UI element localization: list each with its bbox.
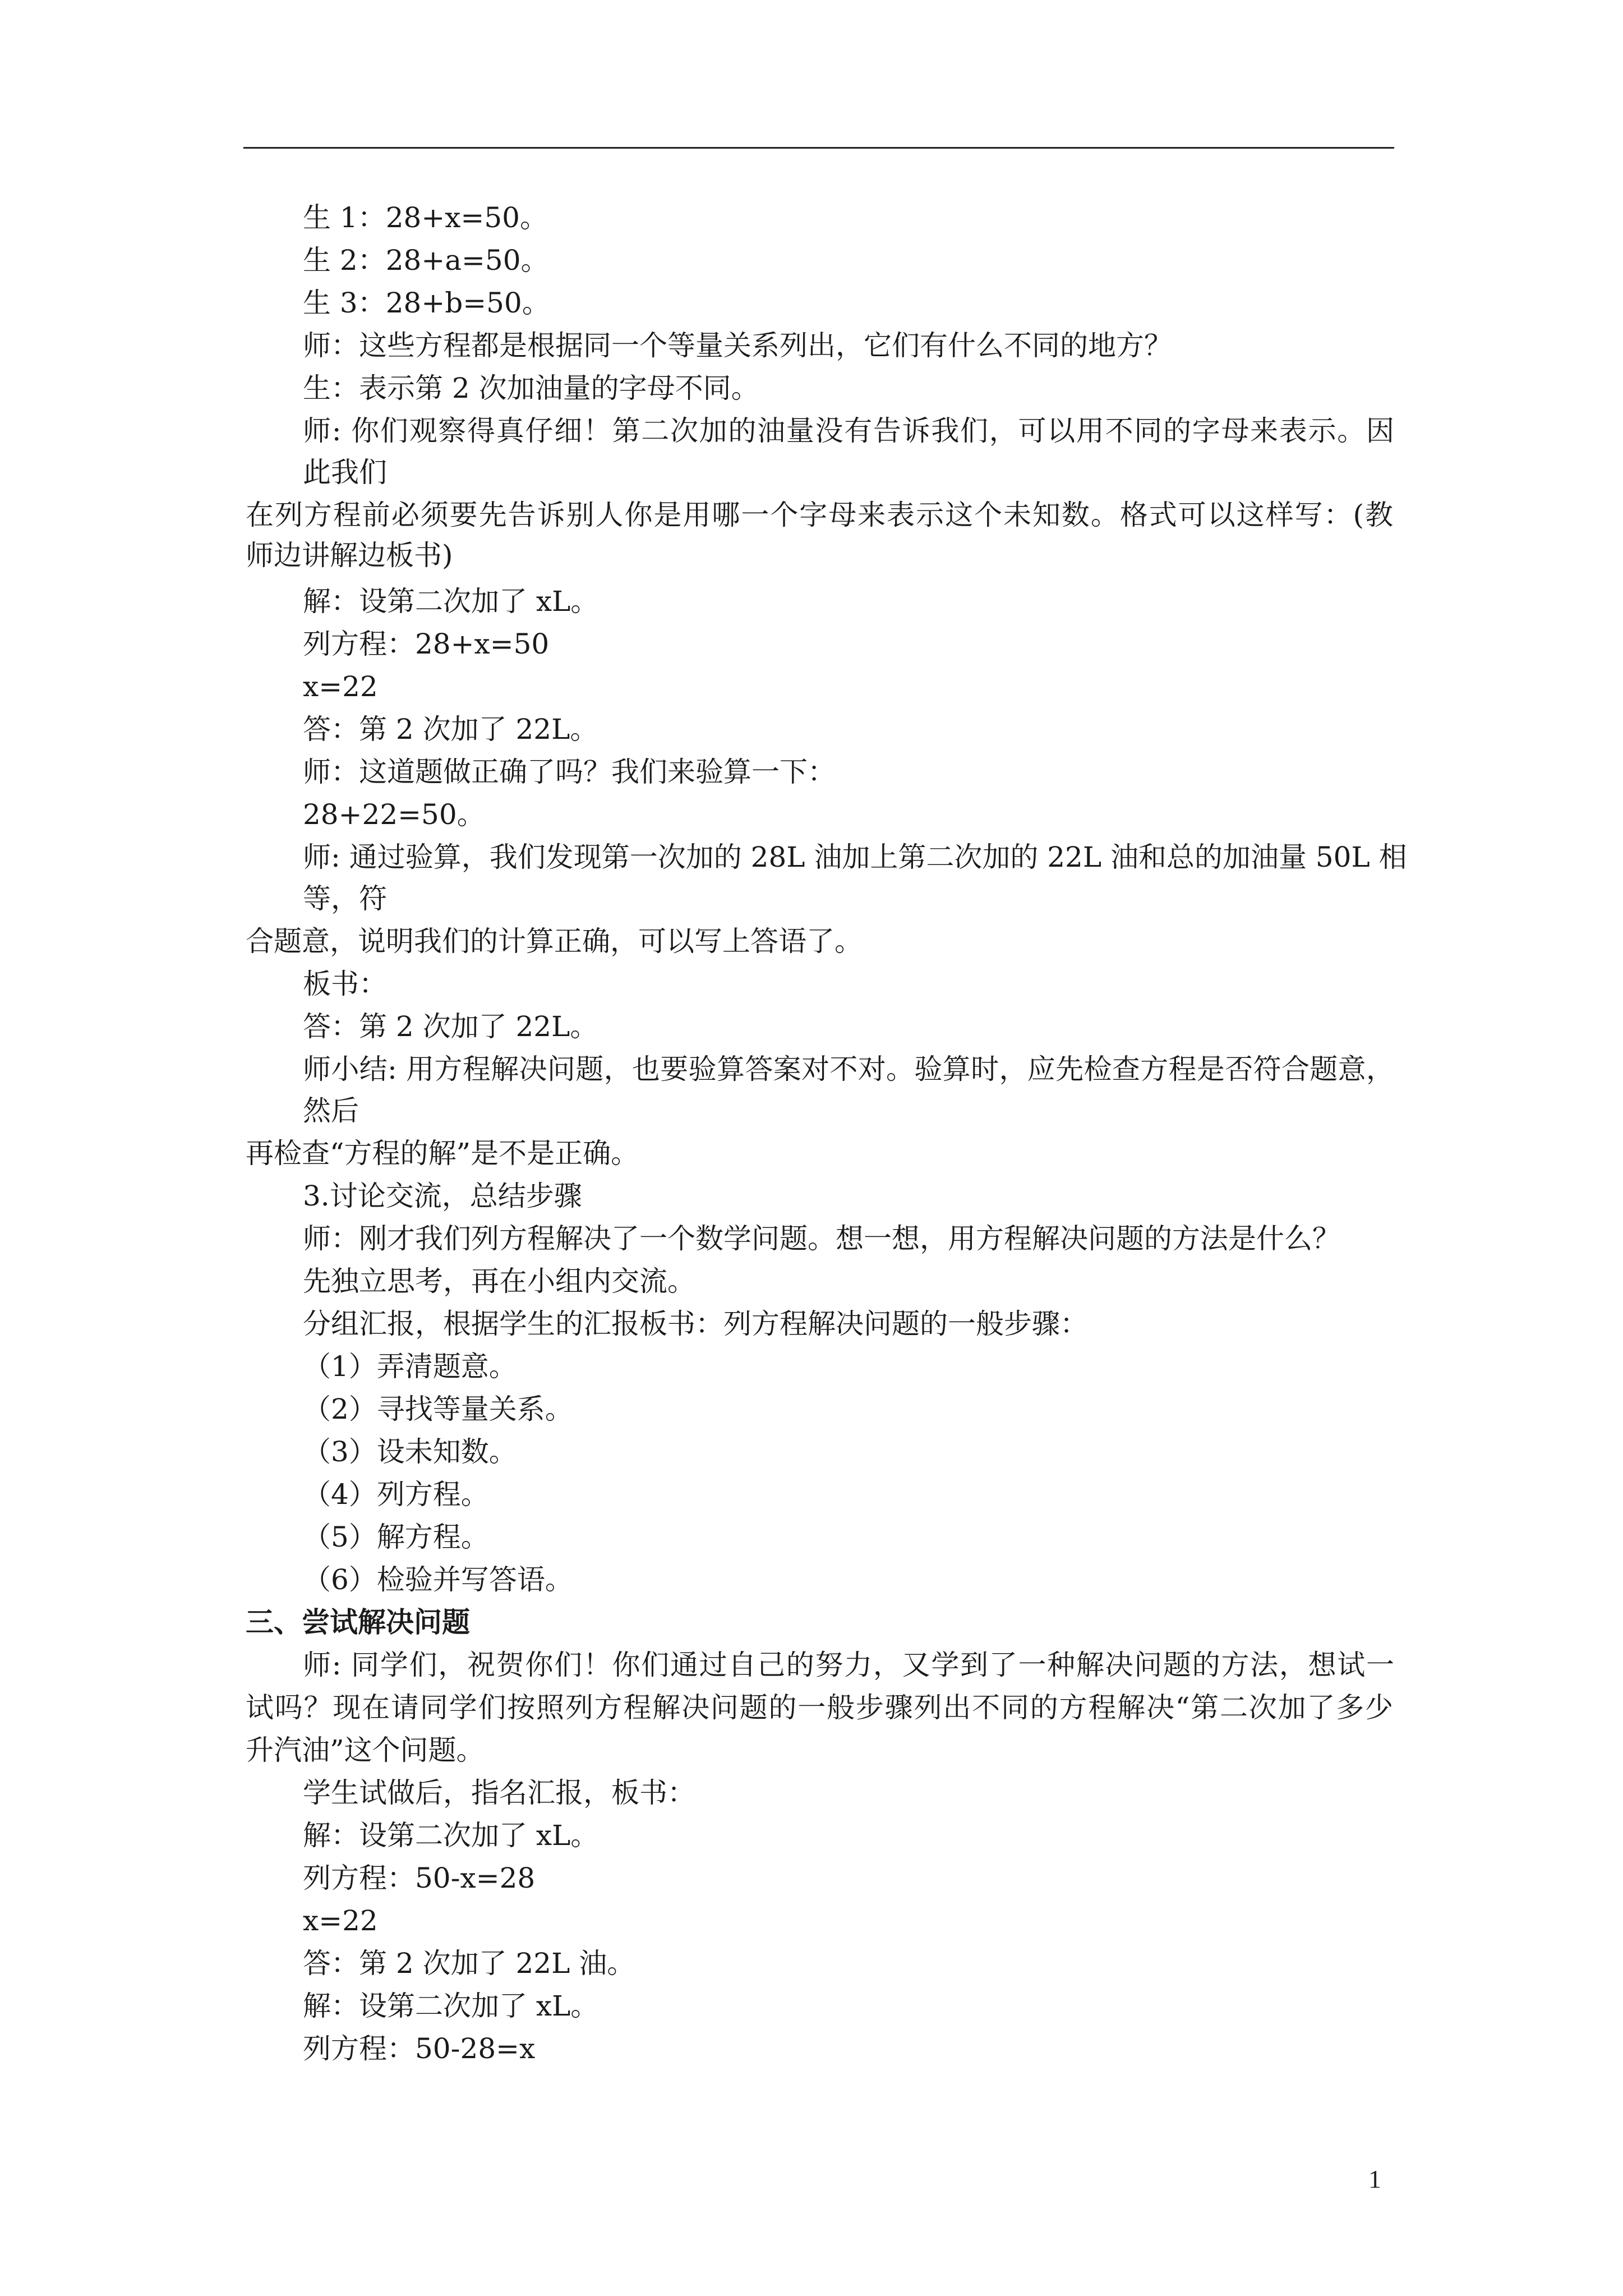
- text-line: 再检查“方程的解”是不是正确。: [246, 1137, 639, 1170]
- text-line: 师：这道题做正确了吗？我们来验算一下：: [303, 756, 836, 788]
- page-number: 1: [1368, 2165, 1381, 2193]
- text-line: x=22: [303, 1904, 378, 1937]
- text-line: 师边讲解边板书): [246, 539, 453, 572]
- text-line: 答：第 2 次加了 22L。: [303, 1010, 598, 1043]
- text-line: 合题意，说明我们的计算正确，可以写上答语了。: [246, 925, 863, 958]
- text-line: 师小结: 用方程解决问题，也要验算答案对不对。验算时，应先检查方程是否符合题意，: [303, 1053, 1394, 1085]
- list-item: （6）检验并写答语。: [303, 1563, 573, 1596]
- text-line: 板书：: [303, 968, 387, 1000]
- list-item: （5）解方程。: [303, 1521, 489, 1553]
- text-line: 此我们: [303, 456, 387, 489]
- section-heading: 3.讨论交流，总结步骤: [303, 1180, 582, 1212]
- text-line: x=22: [303, 670, 378, 703]
- text-line: 升汽油”这个问题。: [246, 1734, 485, 1766]
- text-line: 解：设第二次加了 xL。: [303, 1819, 599, 1852]
- text-line: 试吗？现在请同学们按照列方程解决问题的一般步骤列出不同的方程解决“第二次加了多少: [246, 1691, 1393, 1724]
- text-line: 生 1：28+x=50。: [303, 201, 548, 234]
- text-line: 生 2：28+a=50。: [303, 244, 549, 277]
- text-line: 在列方程前必须要先告诉别人你是用哪一个字母来表示这个未知数。格式可以这样写：(教: [246, 499, 1393, 531]
- text-line: 28+22=50。: [303, 798, 485, 831]
- list-item: （2）寻找等量关系。: [303, 1393, 573, 1425]
- text-line: 答：第 2 次加了 22L。: [303, 713, 598, 746]
- text-line: 师：这些方程都是根据同一个等量关系列出，它们有什么不同的地方？: [303, 329, 1172, 362]
- list-item: （4）列方程。: [303, 1478, 489, 1511]
- text-line: 生 3：28+b=50。: [303, 287, 550, 319]
- text-line: 师: 通过验算，我们发现第一次加的 28L 油加上第二次加的 22L 油和总的加油量 50L 相: [303, 841, 1407, 873]
- text-line: 生：表示第 2 次加油量的字母不同。: [303, 372, 759, 404]
- text-line: 解：设第二次加了 xL。: [303, 1990, 599, 2022]
- list-item: （3）设未知数。: [303, 1435, 517, 1468]
- text-line: 解：设第二次加了 xL。: [303, 585, 599, 618]
- text-line: 先独立思考，再在小组内交流。: [303, 1265, 695, 1297]
- section-heading: 三、尝试解决问题: [246, 1605, 470, 1639]
- text-line: 师: 同学们，祝贺你们！你们通过自己的努力，又学到了一种解决问题的方法，想试一: [303, 1649, 1394, 1681]
- text-line: 师: 你们观察得真仔细！第二次加的油量没有告诉我们，可以用不同的字母来表示。因: [303, 415, 1394, 447]
- text-line: 师：刚才我们列方程解决了一个数学问题。想一想，用方程解决问题的方法是什么？: [303, 1222, 1340, 1255]
- text-line: 列方程：50-x=28: [303, 1862, 536, 1894]
- text-line: 答：第 2 次加了 22L 油。: [303, 1947, 635, 1980]
- text-line: 分组汇报，根据学生的汇报板书：列方程解决问题的一般步骤：: [303, 1308, 1088, 1340]
- text-line: 等，符: [303, 882, 387, 915]
- text-line: 列方程：28+x=50: [303, 628, 550, 660]
- text-line: 学生试做后，指名汇报，板书：: [303, 1777, 695, 1809]
- text-line: 列方程：50-28=x: [303, 2032, 536, 2065]
- list-item: （1）弄清题意。: [303, 1350, 517, 1383]
- header-rule: [243, 147, 1394, 149]
- text-line: 然后: [303, 1094, 359, 1127]
